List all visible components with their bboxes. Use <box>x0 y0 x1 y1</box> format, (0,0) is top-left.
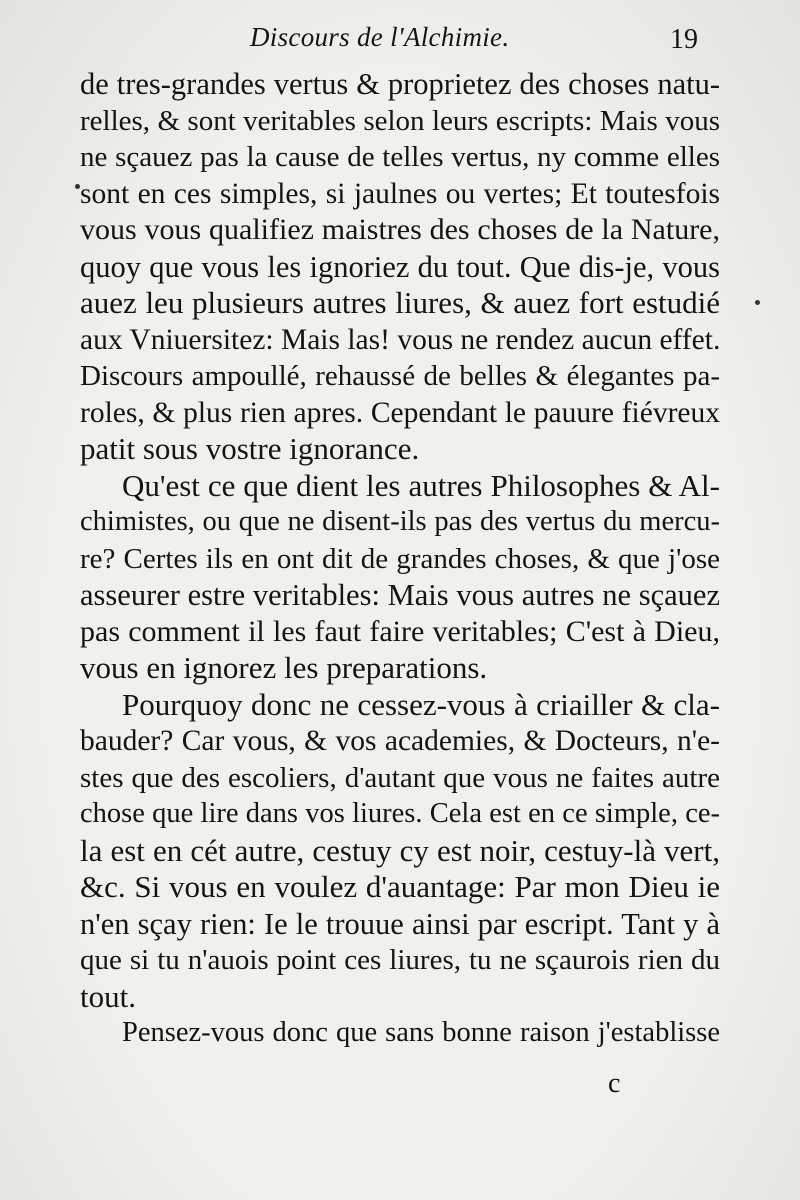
text-line: Qu'est ce que dient les autres Philosophes & Al- <box>122 467 720 503</box>
ink-speck <box>75 184 80 189</box>
text-line: asseurer estre veritables: Mais vous autres ne sçauez <box>80 578 720 612</box>
text-line: stes que des escoliers, d'autant que vous ne faites autre <box>80 761 720 794</box>
text-line: pas comment il les faut faire veritables; C'est à Dieu, <box>80 614 720 648</box>
body-text <box>80 66 720 1052</box>
text-line: ne sçauez pas la cause de telles vertus, ny comme elles <box>80 141 720 173</box>
text-line: &c. Si vous en voulez d'auantage: Par mon Dieu ie <box>80 869 720 904</box>
show-through-text <box>140 1080 147 1110</box>
text-line: vous vous qualifiez maistres des choses de la Nature, <box>80 213 720 246</box>
ink-speck <box>755 300 760 305</box>
text-line: Pensez-vous donc que sans bonne raison j'establisse <box>122 1017 720 1048</box>
text-line: tout. <box>80 978 136 1014</box>
text-line: relles, & sont veritables selon leurs escripts: Mais vous <box>80 104 720 137</box>
text-line: aux Vniuersitez: Mais las! vous ne rendez aucun effet. <box>80 323 721 356</box>
signature-mark: c <box>608 1068 621 1099</box>
page-number: 19 <box>670 24 698 55</box>
text-line: roles, & plus rien apres. Cependant le pauure fiévreux <box>80 396 720 429</box>
text-line: bauder? Car vous, & vos academies, & Docteurs, n'e- <box>80 725 720 757</box>
text-line: de tres-grandes vertus & proprietez des choses natu- <box>80 67 720 101</box>
text-line: que si tu n'auois point ces liures, tu ne sçaurois rien du <box>80 944 720 976</box>
text-line: auez leu plusieurs autres liures, & auez fort estudié <box>80 285 720 320</box>
text-line: Pourquoy donc ne cessez-vous à criailler & cla- <box>122 686 720 722</box>
text-line: patit sous vostre ignorance. <box>80 431 420 466</box>
text-line: la est en cét autre, cestuy cy est noir, cestuy-là vert, <box>80 832 720 868</box>
text-line: Discours ampoullé, rehaussé de belles & élegantes pa- <box>80 360 720 392</box>
text-line: quoy que vous les ignoriez du tout. Que dis-je, vous <box>80 249 720 284</box>
text-line: vous en ignorez les preparations. <box>80 650 488 685</box>
text-line: re? Certes ils en ont dit de grandes choses, & que j'ose <box>80 542 720 575</box>
text-line: sont en ces simples, si jaulnes ou vertes; Et toutesfois <box>80 177 720 210</box>
text-line: chimistes, ou que ne disent-ils pas des vertus du mercu- <box>80 506 720 537</box>
running-title: Discours de l'Alchimie. <box>250 22 510 52</box>
text-line: n'en sçay rien: Ie le trouue ainsi par escript. Tant y à <box>80 906 720 941</box>
text-line: chose que lire dans vos liures. Cela est en ce simple, ce- <box>80 798 720 829</box>
